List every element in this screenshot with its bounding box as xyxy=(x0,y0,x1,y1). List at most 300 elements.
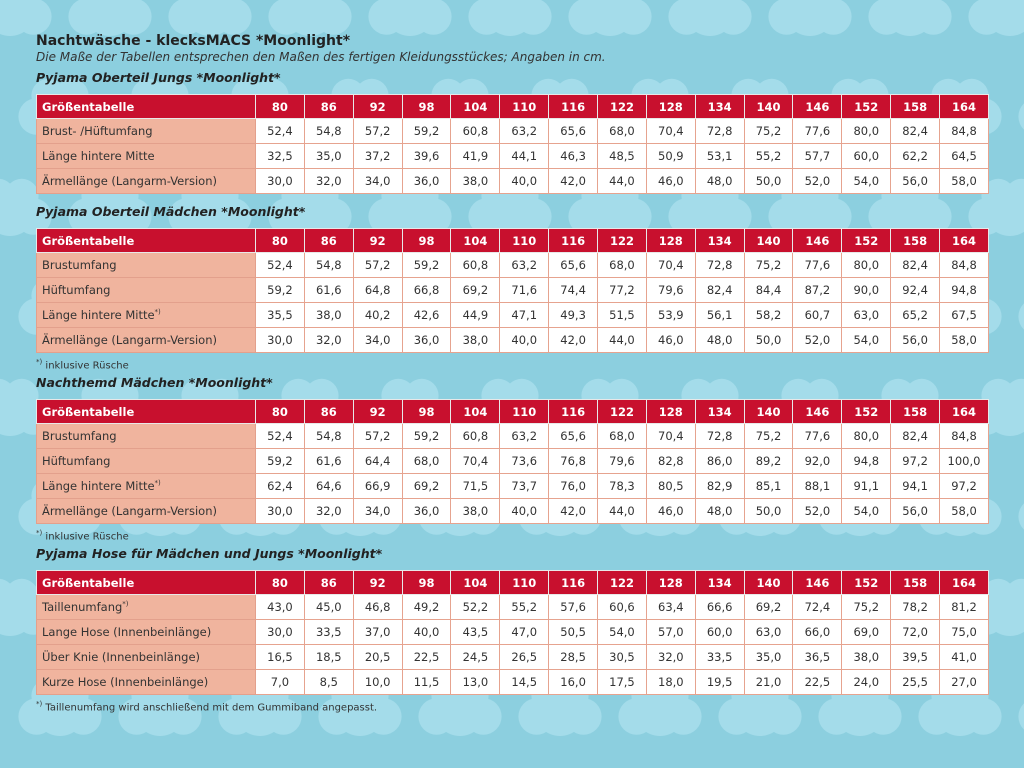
cloud-decoration xyxy=(1018,279,1024,336)
table-cell: 63,2 xyxy=(500,253,549,278)
size-column-header: 128 xyxy=(646,571,695,595)
table-cell: 85,1 xyxy=(744,474,793,499)
table-cell: 100,0 xyxy=(940,449,989,474)
table-row xyxy=(37,620,989,645)
table-cell: 57,2 xyxy=(353,119,402,144)
row-label-text: Über Knie (Innenbeinlänge) xyxy=(42,650,201,664)
table-cell: 43,5 xyxy=(451,620,500,645)
size-column-header: 98 xyxy=(402,400,451,424)
table-cell: 94,1 xyxy=(891,474,940,499)
table-cell: 8,5 xyxy=(304,670,353,695)
size-column-header: 146 xyxy=(793,95,842,119)
size-column-header: 164 xyxy=(940,400,989,424)
table-cell: 52,2 xyxy=(451,595,500,620)
size-column-header: 140 xyxy=(744,95,793,119)
size-column-header: 110 xyxy=(500,571,549,595)
table-cell: 64,6 xyxy=(304,474,353,499)
size-column-header: 152 xyxy=(842,229,891,253)
table-title: Nachthemd Mädchen *Moonlight* xyxy=(36,375,273,390)
row-label-text: Ärmellänge (Langarm-Version) xyxy=(42,504,217,518)
table-cell: 35,0 xyxy=(744,645,793,670)
table-cell: 30,0 xyxy=(256,169,305,194)
table-cell: 26,5 xyxy=(500,645,549,670)
table-cell: 62,4 xyxy=(256,474,305,499)
cloud-decoration xyxy=(0,0,52,36)
table-cell: 75,2 xyxy=(744,253,793,278)
table-cell: 94,8 xyxy=(842,449,891,474)
table-row xyxy=(37,253,989,278)
size-column-header: 146 xyxy=(793,400,842,424)
table-cell: 80,5 xyxy=(646,474,695,499)
table-cell: 72,8 xyxy=(695,119,744,144)
table-cell: 46,0 xyxy=(646,499,695,524)
table-cell: 97,2 xyxy=(940,474,989,499)
table-cell: 73,6 xyxy=(500,449,549,474)
table-cell: 46,0 xyxy=(646,328,695,353)
table-cell: 92,4 xyxy=(891,278,940,303)
table-cell: 63,2 xyxy=(500,119,549,144)
table-cell: 76,8 xyxy=(549,449,598,474)
row-label xyxy=(37,645,256,670)
table-cell: 64,5 xyxy=(940,144,989,169)
table-cell: 54,8 xyxy=(304,119,353,144)
table-cell: 65,6 xyxy=(549,424,598,449)
cloud-decoration xyxy=(168,0,251,36)
table-cell: 75,2 xyxy=(744,424,793,449)
table-cell: 56,0 xyxy=(891,499,940,524)
table-cell: 60,6 xyxy=(598,595,647,620)
table-cell: 89,2 xyxy=(744,449,793,474)
size-column-header: 158 xyxy=(891,95,940,119)
table-cell: 75,2 xyxy=(744,119,793,144)
table-cell: 84,8 xyxy=(940,119,989,144)
table-cell: 82,8 xyxy=(646,449,695,474)
table-cell: 44,0 xyxy=(598,169,647,194)
table-cell: 97,2 xyxy=(891,449,940,474)
table-cell: 60,0 xyxy=(695,620,744,645)
table-cell: 59,2 xyxy=(402,424,451,449)
row-label xyxy=(37,328,256,353)
table-cell: 65,6 xyxy=(549,253,598,278)
row-label-text: Brustumfang xyxy=(42,258,117,272)
table-cell: 90,0 xyxy=(842,278,891,303)
table-cell: 80,0 xyxy=(842,424,891,449)
size-column-header: 80 xyxy=(256,571,305,595)
row-label xyxy=(37,253,256,278)
table-cell: 48,0 xyxy=(695,328,744,353)
table-cell: 42,0 xyxy=(549,499,598,524)
size-column-header: 128 xyxy=(646,400,695,424)
table-cell: 22,5 xyxy=(402,645,451,670)
size-column-header: 152 xyxy=(842,400,891,424)
row-label-text: Ärmellänge (Langarm-Version) xyxy=(42,174,217,188)
size-column-header: 92 xyxy=(353,571,402,595)
table-cell: 38,0 xyxy=(451,499,500,524)
table-cell: 54,8 xyxy=(304,253,353,278)
table-cell: 62,2 xyxy=(891,144,940,169)
size-column-header: 122 xyxy=(598,400,647,424)
table-cell: 19,5 xyxy=(695,670,744,695)
cloud-decoration xyxy=(668,0,751,36)
table-cell: 47,0 xyxy=(500,620,549,645)
table-cell: 16,0 xyxy=(549,670,598,695)
table-cell: 88,1 xyxy=(793,474,842,499)
table-cell: 48,0 xyxy=(695,169,744,194)
table-cell: 46,3 xyxy=(549,144,598,169)
size-column-header: 116 xyxy=(549,229,598,253)
table-cell: 91,1 xyxy=(842,474,891,499)
table-cell: 52,0 xyxy=(793,328,842,353)
table-cell: 24,5 xyxy=(451,645,500,670)
size-column-header: 80 xyxy=(256,95,305,119)
table-cell: 53,9 xyxy=(646,303,695,328)
row-label-text: Hüftumfang xyxy=(42,454,111,468)
table-cell: 30,0 xyxy=(256,499,305,524)
table-cell: 82,4 xyxy=(695,278,744,303)
table-cell: 40,0 xyxy=(402,620,451,645)
table-cell: 18,0 xyxy=(646,670,695,695)
table-cell: 38,0 xyxy=(304,303,353,328)
table-cell: 27,0 xyxy=(940,670,989,695)
table-cell: 54,0 xyxy=(842,169,891,194)
table-cell: 46,0 xyxy=(646,169,695,194)
cloud-decoration xyxy=(68,0,151,36)
table-cell: 63,2 xyxy=(500,424,549,449)
table-row xyxy=(37,474,989,499)
table-cell: 82,4 xyxy=(891,424,940,449)
table-cell: 68,0 xyxy=(598,424,647,449)
table-row xyxy=(37,595,989,620)
size-column-header: 98 xyxy=(402,95,451,119)
size-column-header: 80 xyxy=(256,400,305,424)
table-cell: 68,0 xyxy=(402,449,451,474)
table-cell: 50,5 xyxy=(549,620,598,645)
size-column-header: 86 xyxy=(304,400,353,424)
table-cell: 69,2 xyxy=(451,278,500,303)
size-column-header: 104 xyxy=(451,400,500,424)
table-header-row xyxy=(37,400,989,424)
cloud-decoration xyxy=(1018,679,1024,736)
row-label xyxy=(37,169,256,194)
table-cell: 64,4 xyxy=(353,449,402,474)
table-header-row xyxy=(37,571,989,595)
table-cell: 69,0 xyxy=(842,620,891,645)
table-cell: 75,2 xyxy=(842,595,891,620)
cloud-decoration xyxy=(568,0,651,36)
table-cell: 77,6 xyxy=(793,119,842,144)
table-row xyxy=(37,328,989,353)
table-cell: 33,5 xyxy=(304,620,353,645)
table-cell: 82,4 xyxy=(891,119,940,144)
cloud-decoration xyxy=(468,0,551,36)
table-title: Pyjama Oberteil Jungs *Moonlight* xyxy=(36,70,281,85)
size-table xyxy=(36,570,989,695)
table-cell: 65,6 xyxy=(549,119,598,144)
table-cell: 44,1 xyxy=(500,144,549,169)
cloud-decoration xyxy=(268,0,351,36)
table-cell: 66,6 xyxy=(695,595,744,620)
cloud-decoration xyxy=(368,0,451,36)
size-column-header: 122 xyxy=(598,229,647,253)
table-row xyxy=(37,144,989,169)
size-column-header: 104 xyxy=(451,571,500,595)
table-cell: 51,5 xyxy=(598,303,647,328)
row-label-text: Lange Hose (Innenbeinlänge) xyxy=(42,625,212,639)
size-column-header: 110 xyxy=(500,229,549,253)
table-cell: 44,0 xyxy=(598,499,647,524)
table-cell: 76,0 xyxy=(549,474,598,499)
size-column-header: 134 xyxy=(695,95,744,119)
row-label xyxy=(37,620,256,645)
table-cell: 21,0 xyxy=(744,670,793,695)
table-cell: 59,2 xyxy=(402,253,451,278)
table-cell: 86,0 xyxy=(695,449,744,474)
size-table-header-label: Größentabelle xyxy=(37,571,256,595)
table-title: Pyjama Oberteil Mädchen *Moonlight* xyxy=(36,204,306,219)
row-label xyxy=(37,449,256,474)
table-cell: 7,0 xyxy=(256,670,305,695)
row-label xyxy=(37,499,256,524)
size-column-header: 92 xyxy=(353,95,402,119)
cloud-decoration xyxy=(968,0,1024,36)
row-label-text: Brust- /Hüftumfang xyxy=(42,124,153,138)
table-cell: 42,0 xyxy=(549,169,598,194)
document-page xyxy=(36,32,990,714)
size-table-header-label: Größentabelle xyxy=(37,400,256,424)
row-label-text: Brustumfang xyxy=(42,429,117,443)
footnote-marker: *) xyxy=(122,600,129,609)
table-cell: 45,0 xyxy=(304,595,353,620)
table-footnote xyxy=(36,355,990,372)
document-subtitle: Die Maße der Tabellen entsprechen den Maßen des fertigen Kleidungsstückes; Angaben in cm. xyxy=(36,50,606,64)
table-cell: 42,0 xyxy=(549,328,598,353)
footnote-marker: *) xyxy=(154,308,161,317)
table-cell: 58,0 xyxy=(940,169,989,194)
table-cell: 35,5 xyxy=(256,303,305,328)
size-column-header: 140 xyxy=(744,571,793,595)
size-column-header: 110 xyxy=(500,400,549,424)
table-cell: 52,0 xyxy=(793,169,842,194)
table-cell: 53,1 xyxy=(695,144,744,169)
table-cell: 30,5 xyxy=(598,645,647,670)
table-cell: 72,8 xyxy=(695,253,744,278)
table-cell: 66,9 xyxy=(353,474,402,499)
table-cell: 57,2 xyxy=(353,424,402,449)
cloud-decoration xyxy=(1018,479,1024,536)
table-row xyxy=(37,119,989,144)
table-cell: 32,0 xyxy=(304,499,353,524)
size-table xyxy=(36,94,989,194)
table-cell: 70,4 xyxy=(646,253,695,278)
cloud-decoration xyxy=(868,0,951,36)
size-column-header: 134 xyxy=(695,571,744,595)
table-cell: 84,8 xyxy=(940,253,989,278)
table-cell: 70,4 xyxy=(646,424,695,449)
size-column-header: 86 xyxy=(304,571,353,595)
row-label-text: Länge hintere Mitte xyxy=(42,479,155,493)
table-cell: 41,9 xyxy=(451,144,500,169)
table-cell: 58,2 xyxy=(744,303,793,328)
table-cell: 37,0 xyxy=(353,620,402,645)
table-cell: 57,6 xyxy=(549,595,598,620)
table-cell: 87,2 xyxy=(793,278,842,303)
table-cell: 17,5 xyxy=(598,670,647,695)
table-cell: 30,0 xyxy=(256,328,305,353)
row-label-text: Ärmellänge (Langarm-Version) xyxy=(42,333,217,347)
size-column-header: 146 xyxy=(793,571,842,595)
table-cell: 67,5 xyxy=(940,303,989,328)
table-cell: 37,2 xyxy=(353,144,402,169)
footnote-marker: *) xyxy=(154,479,161,488)
size-column-header: 122 xyxy=(598,571,647,595)
table-cell: 61,6 xyxy=(304,278,353,303)
table-cell: 55,2 xyxy=(500,595,549,620)
table-cell: 72,8 xyxy=(695,424,744,449)
table-cell: 60,7 xyxy=(793,303,842,328)
table-cell: 14,5 xyxy=(500,670,549,695)
table-cell: 70,4 xyxy=(646,119,695,144)
size-column-header: 164 xyxy=(940,229,989,253)
table-row xyxy=(37,670,989,695)
row-label xyxy=(37,474,256,499)
row-label xyxy=(37,595,256,620)
table-cell: 34,0 xyxy=(353,499,402,524)
footnote-text: inklusive Rüsche xyxy=(45,360,129,372)
table-cell: 32,0 xyxy=(304,328,353,353)
table-cell: 79,6 xyxy=(646,278,695,303)
table-cell: 69,2 xyxy=(402,474,451,499)
cloud-decoration xyxy=(1018,79,1024,136)
table-cell: 54,8 xyxy=(304,424,353,449)
table-cell: 56,0 xyxy=(891,169,940,194)
table-row xyxy=(37,169,989,194)
table-cell: 57,7 xyxy=(793,144,842,169)
table-cell: 11,5 xyxy=(402,670,451,695)
size-column-header: 86 xyxy=(304,95,353,119)
row-label-text: Hüftumfang xyxy=(42,283,111,297)
size-column-header: 128 xyxy=(646,229,695,253)
table-cell: 32,0 xyxy=(304,169,353,194)
table-cell: 71,5 xyxy=(451,474,500,499)
table-cell: 80,0 xyxy=(842,119,891,144)
table-cell: 77,6 xyxy=(793,424,842,449)
table-cell: 63,0 xyxy=(842,303,891,328)
size-column-header: 116 xyxy=(549,400,598,424)
size-table-section xyxy=(36,70,990,204)
table-cell: 49,3 xyxy=(549,303,598,328)
table-cell: 92,0 xyxy=(793,449,842,474)
table-cell: 48,0 xyxy=(695,499,744,524)
row-label-text: Kurze Hose (Innenbeinlänge) xyxy=(42,675,209,689)
table-cell: 79,6 xyxy=(598,449,647,474)
table-cell: 81,2 xyxy=(940,595,989,620)
table-cell: 20,5 xyxy=(353,645,402,670)
table-cell: 54,0 xyxy=(842,328,891,353)
table-cell: 33,5 xyxy=(695,645,744,670)
table-cell: 50,0 xyxy=(744,169,793,194)
table-cell: 66,8 xyxy=(402,278,451,303)
table-cell: 35,0 xyxy=(304,144,353,169)
size-column-header: 92 xyxy=(353,229,402,253)
size-column-header: 158 xyxy=(891,229,940,253)
table-cell: 63,0 xyxy=(744,620,793,645)
row-label-text: Länge hintere Mitte xyxy=(42,149,155,163)
table-cell: 40,0 xyxy=(500,499,549,524)
table-cell: 48,5 xyxy=(598,144,647,169)
size-column-header: 116 xyxy=(549,95,598,119)
size-table-section xyxy=(36,375,990,543)
row-label xyxy=(37,278,256,303)
table-cell: 54,0 xyxy=(842,499,891,524)
table-cell: 32,0 xyxy=(646,645,695,670)
table-header-row xyxy=(37,95,989,119)
table-cell: 94,8 xyxy=(940,278,989,303)
table-cell: 39,5 xyxy=(891,645,940,670)
size-table-section xyxy=(36,546,990,714)
table-cell: 52,4 xyxy=(256,119,305,144)
size-column-header: 152 xyxy=(842,95,891,119)
table-cell: 60,0 xyxy=(842,144,891,169)
table-cell: 59,2 xyxy=(256,449,305,474)
table-footnote xyxy=(36,526,990,543)
size-column-header: 80 xyxy=(256,229,305,253)
row-label xyxy=(37,144,256,169)
table-cell: 82,9 xyxy=(695,474,744,499)
table-cell: 69,2 xyxy=(744,595,793,620)
document-title: Nachtwäsche - klecksMACS *Moonlight* xyxy=(36,33,351,49)
size-column-header: 134 xyxy=(695,229,744,253)
table-cell: 40,0 xyxy=(500,169,549,194)
table-cell: 39,6 xyxy=(402,144,451,169)
table-cell: 24,0 xyxy=(842,670,891,695)
table-cell: 64,8 xyxy=(353,278,402,303)
table-cell: 36,0 xyxy=(402,499,451,524)
table-cell: 56,1 xyxy=(695,303,744,328)
table-cell: 38,0 xyxy=(451,328,500,353)
table-cell: 71,6 xyxy=(500,278,549,303)
table-cell: 77,6 xyxy=(793,253,842,278)
table-row xyxy=(37,499,989,524)
size-column-header: 158 xyxy=(891,400,940,424)
size-column-header: 104 xyxy=(451,229,500,253)
row-label xyxy=(37,670,256,695)
size-column-header: 92 xyxy=(353,400,402,424)
table-cell: 58,0 xyxy=(940,328,989,353)
table-cell: 52,4 xyxy=(256,253,305,278)
table-row xyxy=(37,303,989,328)
table-cell: 47,1 xyxy=(500,303,549,328)
row-label-text: Länge hintere Mitte xyxy=(42,308,155,322)
table-cell: 50,0 xyxy=(744,328,793,353)
table-cell: 60,8 xyxy=(451,253,500,278)
table-footnote xyxy=(36,697,990,714)
size-column-header: 98 xyxy=(402,571,451,595)
table-cell: 36,0 xyxy=(402,328,451,353)
table-cell: 22,5 xyxy=(793,670,842,695)
table-row xyxy=(37,278,989,303)
table-cell: 30,0 xyxy=(256,620,305,645)
table-cell: 13,0 xyxy=(451,670,500,695)
table-cell: 50,0 xyxy=(744,499,793,524)
size-table-header-label: Größentabelle xyxy=(37,229,256,253)
size-column-header: 116 xyxy=(549,571,598,595)
table-cell: 32,5 xyxy=(256,144,305,169)
table-cell: 78,3 xyxy=(598,474,647,499)
table-cell: 44,9 xyxy=(451,303,500,328)
table-cell: 36,5 xyxy=(793,645,842,670)
table-cell: 38,0 xyxy=(451,169,500,194)
table-row xyxy=(37,645,989,670)
